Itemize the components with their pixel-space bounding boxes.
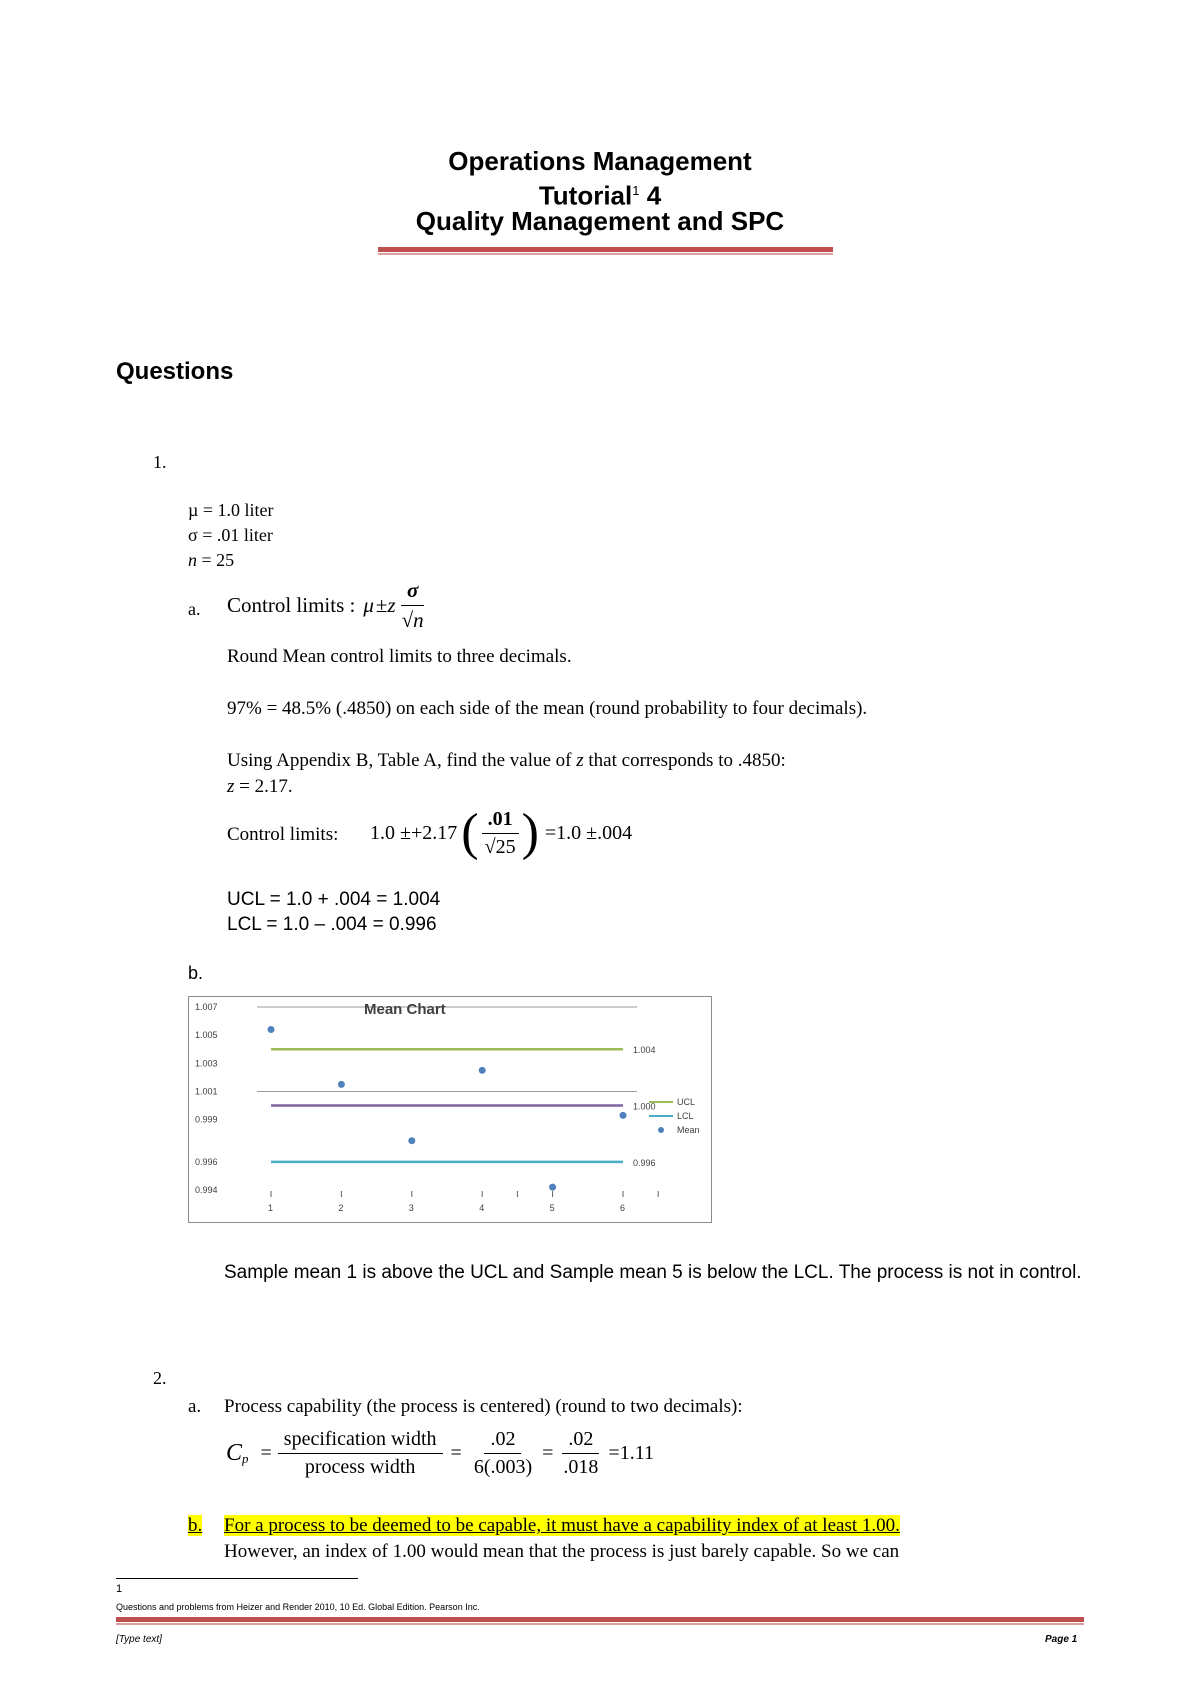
control-limits-text: Control limits :: [227, 593, 356, 617]
legend-label: Mean: [677, 1125, 700, 1135]
cp-symbol: C: [226, 1439, 243, 1466]
x-tick-label: 2: [338, 1203, 344, 1213]
y-tick-label: 0.996: [195, 1156, 218, 1167]
legend-marker-mean: [658, 1127, 664, 1133]
y-tick-label: 1.003: [195, 1058, 218, 1069]
series-label-lcl: 0.996: [633, 1157, 656, 1168]
left-paren: (: [461, 804, 479, 861]
mean-point: [549, 1184, 556, 1191]
q1-a-label: a.: [188, 599, 201, 619]
chart-title: Mean Chart: [364, 1001, 446, 1018]
ucl-line: UCL = 1.0 + .004 = 1.004: [227, 889, 441, 910]
y-tick-label: 0.999: [195, 1114, 218, 1125]
calc-lead: 1.0 ±+2.17: [370, 821, 458, 844]
q2-a-text: Process capability (the process is centered) (round to two decimals):: [224, 1396, 743, 1417]
footer-rule: [116, 1617, 1084, 1622]
eq-3: =: [542, 1441, 554, 1464]
mean-point: [338, 1081, 345, 1088]
footnote-separator: [116, 1578, 358, 1579]
tutorial-word: Tutorial: [538, 180, 633, 211]
sigma-over-root-n: $\frac{\sigma}{√n}$: [401, 578, 424, 632]
control-limits-calc: [370, 798, 632, 868]
title-underline-shadow: [378, 253, 833, 255]
control-limits-formula: [227, 578, 430, 633]
legend-label: LCL: [677, 1111, 694, 1121]
mean-point: [268, 1026, 275, 1033]
mean-chart: [188, 996, 712, 1223]
footnote-marker: 1: [116, 1583, 123, 1595]
cp-formula: [226, 1420, 654, 1486]
q2-a-label: a.: [188, 1396, 202, 1417]
cp-result: =1.11: [608, 1441, 654, 1464]
footnote-ref: 1: [632, 183, 640, 198]
mean-point: [620, 1112, 627, 1119]
q2-b-label: b.: [188, 1515, 203, 1536]
calc-fraction: $\frac{.01}{√25}$: [479, 808, 522, 859]
q1-number: 1.: [153, 452, 167, 472]
y-tick-label: 1.001: [195, 1086, 218, 1097]
q1-given-n: n = 25: [188, 550, 235, 570]
q2-number: 2.: [153, 1368, 167, 1388]
series-label-ucl: 1.004: [633, 1045, 656, 1056]
x-tick-label: 4: [479, 1203, 485, 1213]
cp-frac-3: $\frac{.02}{.018}$: [563, 1427, 599, 1478]
mu-symbol: μ: [363, 593, 374, 617]
round-instruction: Round Mean control limits to three decimals.: [227, 646, 572, 667]
mean-point: [479, 1067, 486, 1074]
cp-frac-2: $\frac{.02}{6(.003)}$: [473, 1427, 533, 1478]
y-tick-label: 1.005: [195, 1030, 218, 1041]
footer-left: [Type text]: [116, 1634, 162, 1645]
tutorial-number: 4: [639, 180, 662, 211]
doc-title: Operations Management: [448, 146, 752, 176]
control-limits-label: Control limits:: [227, 824, 339, 845]
q1-b-label: b.: [188, 963, 204, 983]
x-tick-label: 6: [620, 1203, 626, 1213]
x-tick-label: 3: [408, 1203, 414, 1213]
q2-b-highlight: For a process to be deemed to be capable, it must have a capability index of at least 1.00.: [224, 1515, 900, 1536]
z-symbol: z: [387, 593, 396, 617]
appendix-text: Using Appendix B, Table A, find the value of z that corresponds to .4850:: [227, 750, 786, 771]
mean-point: [408, 1137, 415, 1144]
lcl-line: LCL = 1.0 – .004 = 0.996: [227, 914, 437, 935]
questions-heading: Questions: [116, 358, 234, 385]
z-value: z = 2.17.: [227, 776, 293, 797]
legend-label: UCL: [677, 1097, 696, 1107]
eq-2: =: [450, 1441, 462, 1464]
series-label-cl: 1.000: [633, 1101, 656, 1112]
q1-given-mu: µ = 1.0 liter: [188, 500, 274, 520]
y-tick-label: 1.007: [195, 1002, 218, 1012]
x-tick-label: 1: [268, 1203, 274, 1213]
probability-text: 97% = 48.5% (.4850) on each side of the mean (round probability to four decimals).: [227, 698, 868, 719]
calc-result: =1.0 ±.004: [544, 821, 633, 844]
footer-rule-shadow: [116, 1623, 1084, 1625]
q1-conclusion: Sample mean 1 is above the UCL and Sample mean 5 is below the LCL. The process is not in control.: [224, 1262, 1082, 1283]
y-tick-label: 0.994: [195, 1184, 218, 1195]
footer-page-number: Page 1: [1045, 1634, 1078, 1645]
footnote-text: Questions and problems from Heizer and Render 2010, 10 Ed. Global Edition. Pearson Inc.: [116, 1602, 480, 1612]
mean-chart-svg: [189, 997, 711, 1222]
right-paren: ): [521, 804, 539, 861]
q1-given-sigma: σ = .01 liter: [188, 525, 273, 545]
eq-1: =: [260, 1441, 272, 1464]
cp-subscript: p: [242, 1451, 249, 1466]
x-tick-label: 5: [549, 1203, 555, 1213]
cp-frac-spec-over-process: $\frac{\text{specification width}}{\text{process width}}$: [278, 1428, 443, 1479]
pm-symbol: ±: [375, 593, 388, 617]
doc-subtitle-topic: Quality Management and SPC: [415, 206, 785, 236]
q2-b-rest: However, an index of 1.00 would mean that the process is just barely capable. So we can: [224, 1541, 900, 1562]
title-underline: [378, 247, 833, 252]
